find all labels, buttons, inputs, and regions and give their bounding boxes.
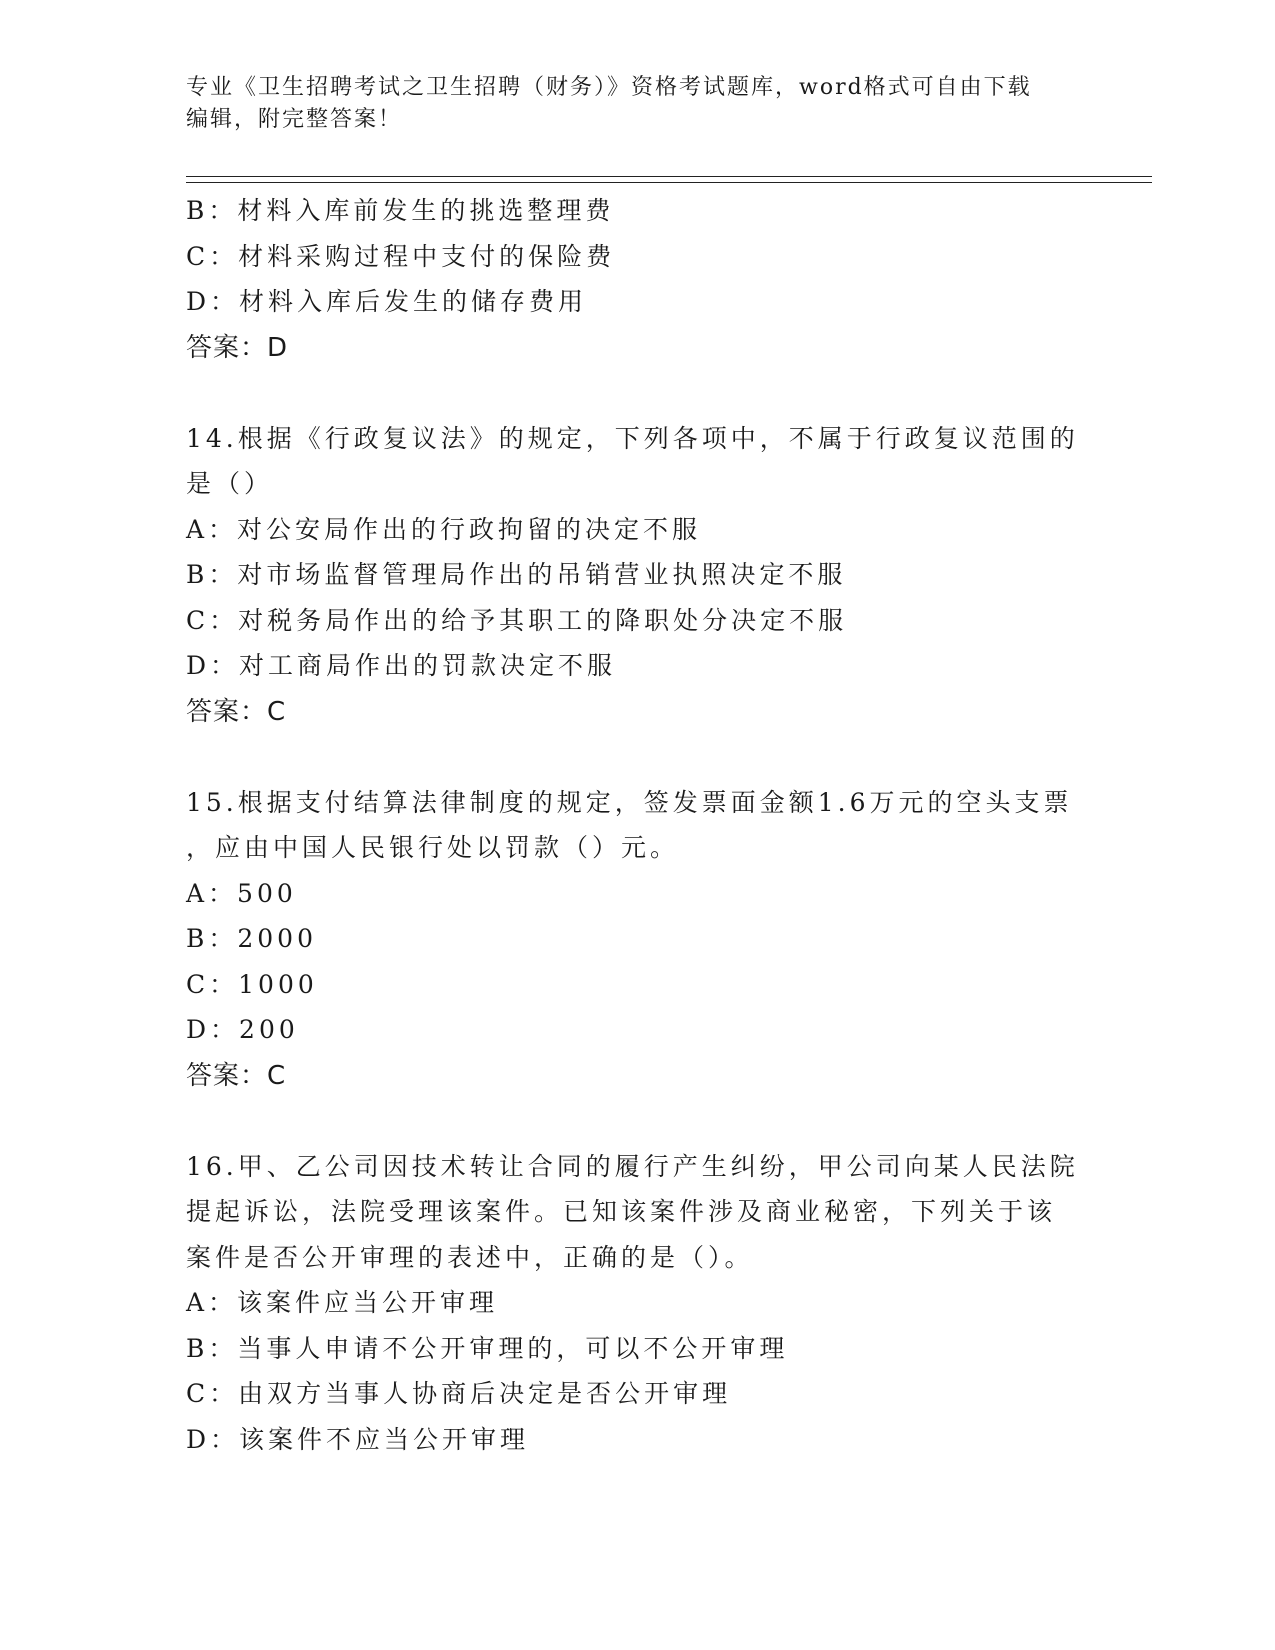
- question-15-stem-line-1: 15.根据支付结算法律制度的规定，签发票面金额1.6万元的空头支票: [186, 787, 1073, 817]
- question-list: [186, 188, 1086, 1462]
- question-16: [186, 1144, 1086, 1463]
- question-15-answer: 答案：C: [186, 1060, 287, 1091]
- header-divider-top: [186, 176, 1152, 177]
- question-14-answer: 答案：C: [186, 696, 287, 727]
- question-14-option-a: A：对公安局作出的行政拘留的决定不服: [186, 514, 702, 544]
- header-divider-bottom: [186, 182, 1152, 183]
- question-16-stem-line-2: 提起诉讼，法院受理该案件。已知该案件涉及商业秘密，下列关于该: [186, 1197, 1057, 1226]
- question-15-option-d: D：200: [186, 1015, 299, 1044]
- question-14-stem-line-1: 14.根据《行政复议法》的规定，下列各项中，不属于行政复议范围的: [186, 423, 1079, 453]
- question-16-option-b: B：当事人申请不公开审理的，可以不公开审理: [186, 1333, 789, 1363]
- question-16-stem-line-3: 案件是否公开审理的表述中，正确的是（）。: [186, 1242, 754, 1272]
- question-16-option-d: D：该案件不应当公开审理: [186, 1424, 530, 1454]
- question-14-option-d: D：对工商局作出的罚款决定不服: [186, 651, 617, 680]
- question-15-option-b: B：2000: [186, 924, 317, 953]
- question-15-option-c: C：1000: [186, 969, 318, 999]
- question-13-answer: 答案：D: [186, 332, 289, 363]
- question-14-stem-line-2: 是（）: [186, 469, 274, 498]
- header-intro-line-2: 编辑，附完整答案！: [186, 107, 403, 132]
- question-16-option-a: A：该案件应当公开审理: [186, 1288, 499, 1317]
- question-15-stem-line-2: ，应由中国人民银行处以罚款（）元。: [186, 833, 680, 862]
- question-15: [186, 780, 1086, 1099]
- question-14: [186, 416, 1086, 735]
- question-13-option-d: D：材料入库后发生的储存费用: [186, 287, 588, 316]
- document-header: [186, 72, 1066, 136]
- question-16-stem-line-1: 16.甲、乙公司因技术转让合同的履行产生纠纷，甲公司向某人民法院: [186, 1151, 1079, 1181]
- header-intro-line-1: 专业《卫生招聘考试之卫生招聘（财务）》资格考试题库，word格式可自由下载: [186, 75, 1032, 100]
- question-14-option-c: C：对税务局作出的给予其职工的降职处分决定不服: [186, 605, 848, 635]
- question-13-option-b: B：材料入库前发生的挑选整理费: [186, 196, 615, 225]
- question-16-option-c: C：由双方当事人协商后决定是否公开审理: [186, 1379, 732, 1408]
- question-13-option-c: C：材料采购过程中支付的保险费: [186, 241, 616, 271]
- question-15-option-a: A：500: [186, 878, 297, 908]
- question-14-option-b: B：对市场监督管理局作出的吊销营业执照决定不服: [186, 560, 847, 589]
- question-13: [186, 188, 1086, 371]
